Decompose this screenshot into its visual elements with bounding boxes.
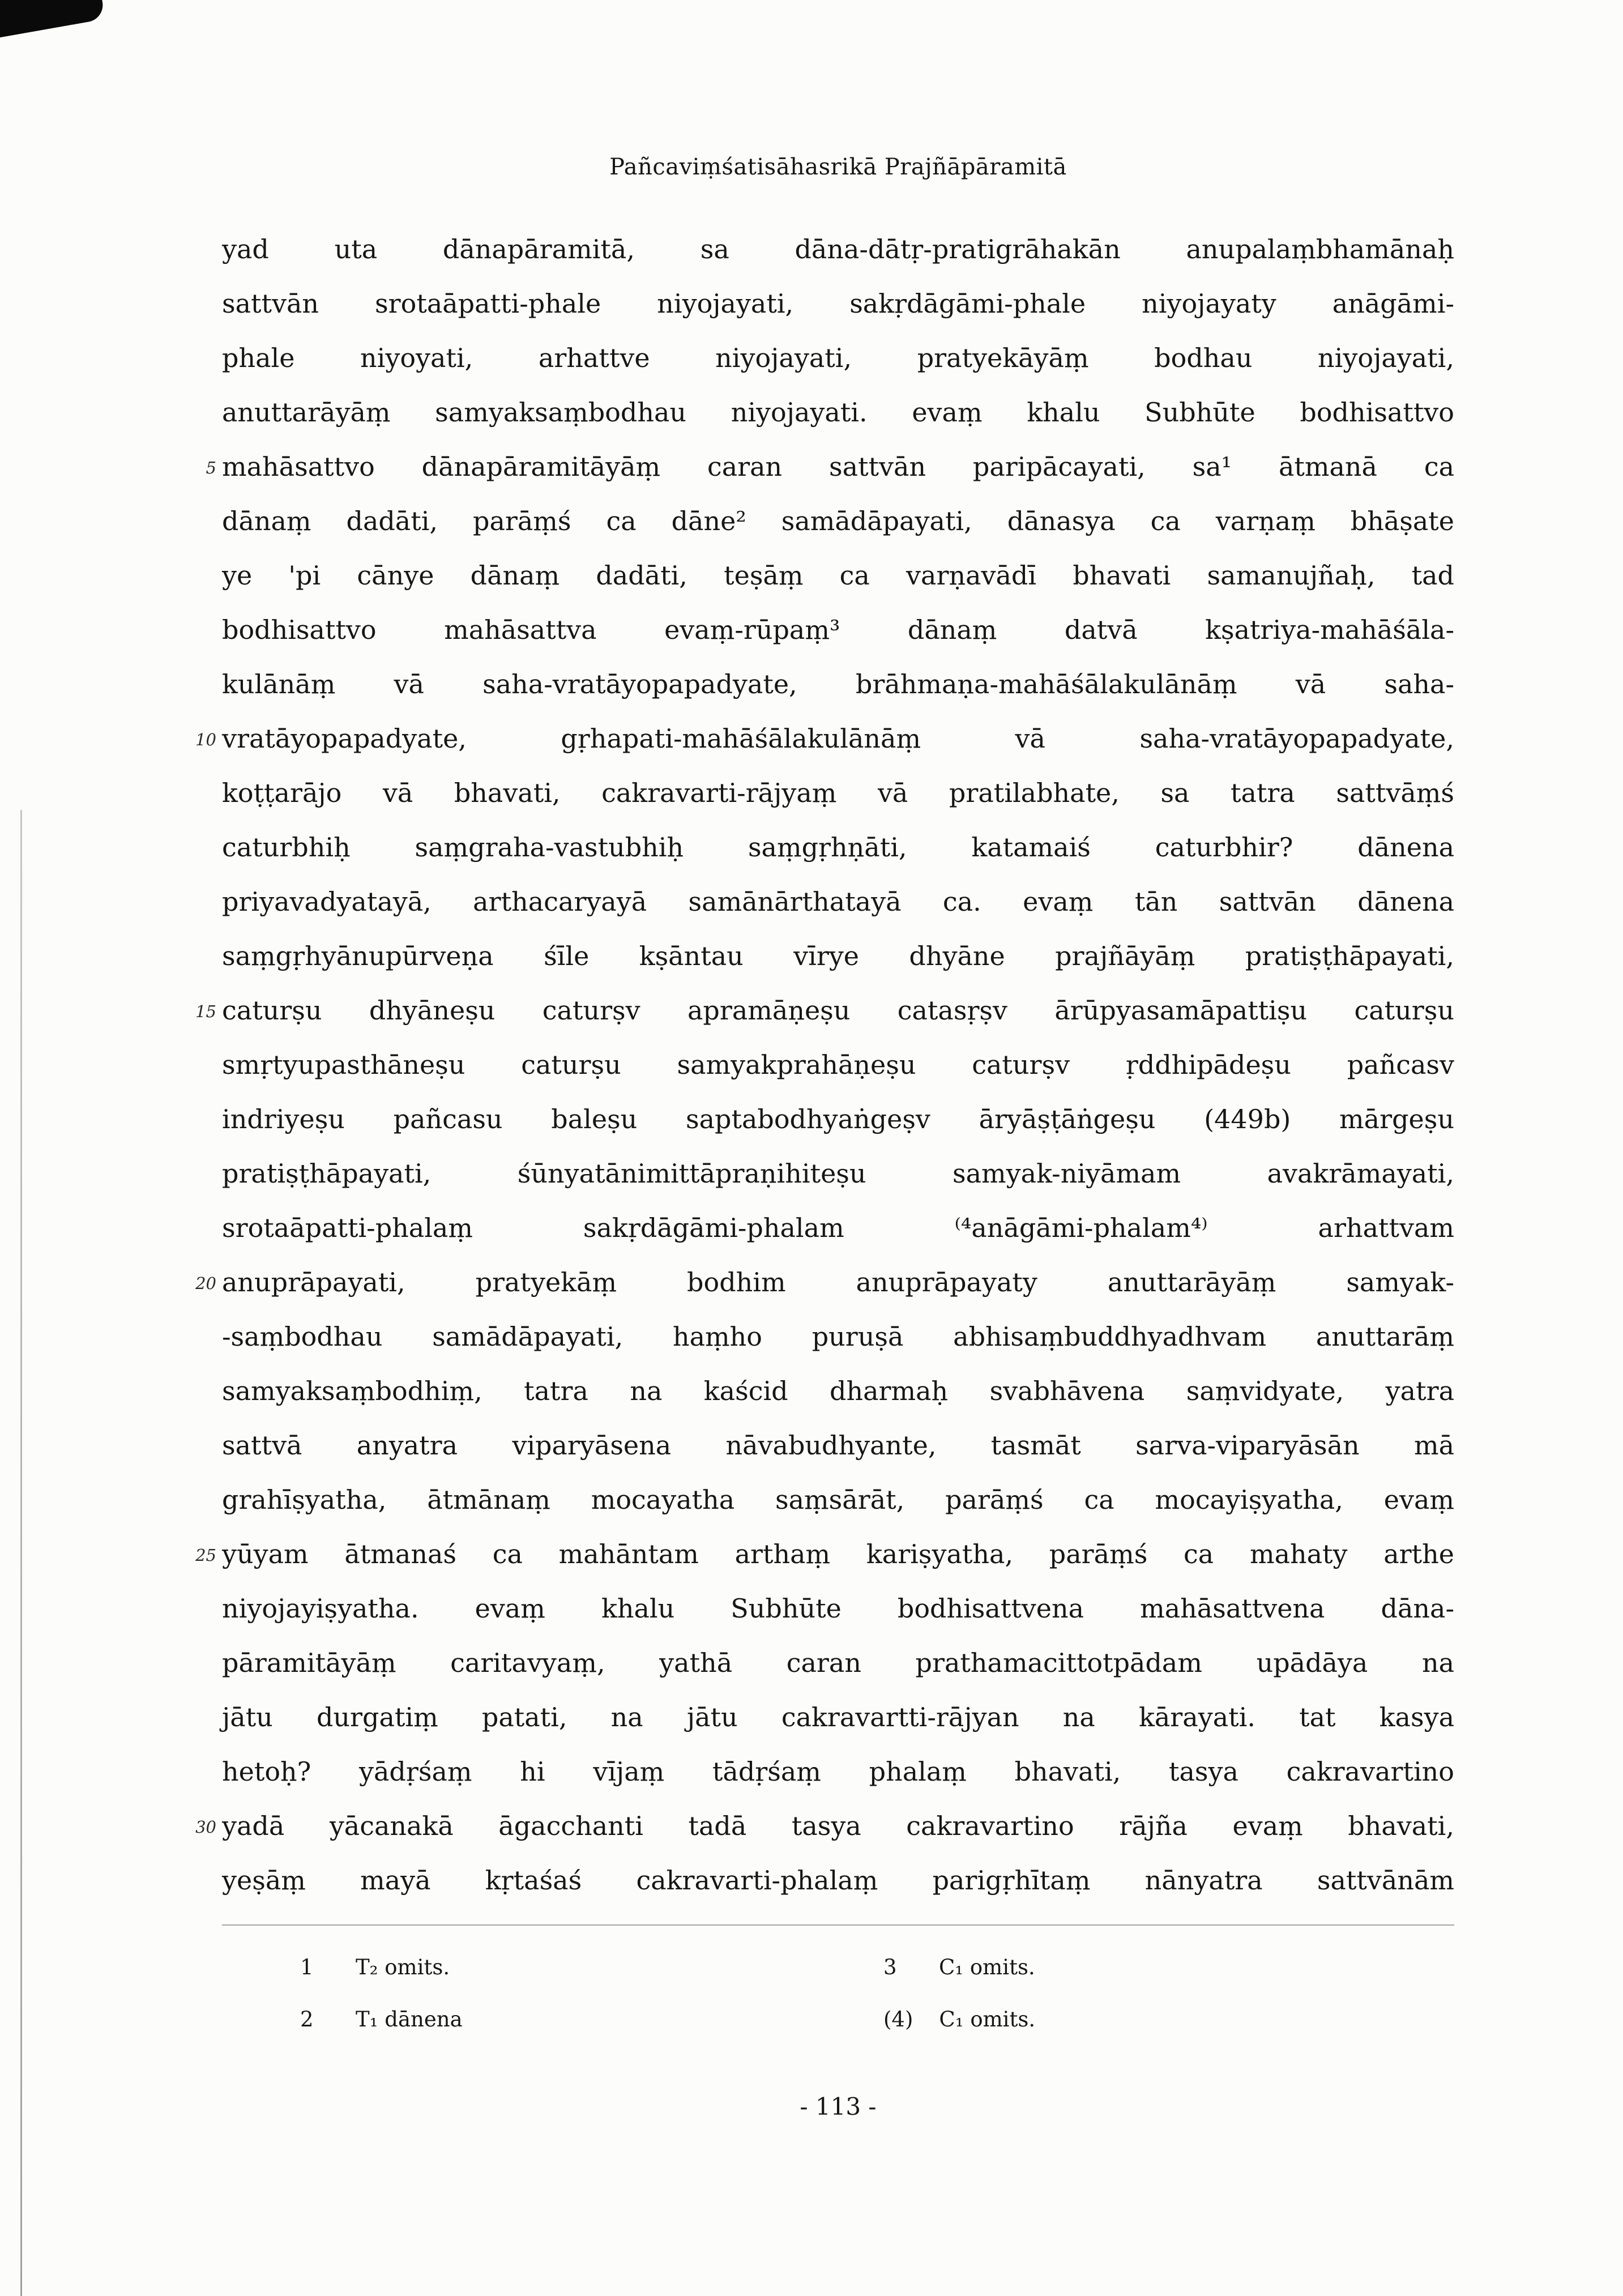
line-text: pratiṣṭhāpayati, śūnyatānimittāpraṇihiteṣu samyak-niyāmam avakrāmayati, [222,1158,1454,1189]
body-text [195,222,1454,1907]
line-text: sattvān srotaāpatti-phale niyojayati, sakṛdāgāmi-phale niyojayaty anāgāmi- [222,288,1454,319]
line-number: 20 [195,1274,216,1293]
text-line [195,983,1454,1038]
line-text: saṃgṛhyānupūrveṇa śīle kṣāntau vīrye dhyāne prajñāyāṃ pratiṣṭhāpayati, [222,941,1454,971]
line-text: niyojayiṣyatha. evaṃ khalu Subhūte bodhisattvena mahāsattvena dāna- [222,1593,1454,1624]
scan-artifact-left-edge [20,810,22,2296]
line-text: anuprāpayati, pratyekāṃ bodhim anuprāpayaty anuttarāyāṃ samyak- [222,1267,1454,1298]
line-text: jātu durgatiṃ patati, na jātu cakravartti-rājyan na kārayati. tat kasya [222,1702,1454,1732]
line-text: yad uta dānapāramitā, sa dāna-dātṛ-pratigrāhakān anupalaṃbhamānaḥ [222,234,1454,264]
line-text: caturbhiḥ saṃgraha-vastubhiḥ saṃgṛhṇāti, katamaiś caturbhir? dānena [222,832,1454,863]
text-line [195,1255,1454,1309]
line-number: 5 [206,458,216,477]
line-text: dānaṃ dadāti, parāṃś ca dāne² samādāpayati, dānasya ca varṇaṃ bhāṣate [222,506,1454,536]
line-text: srotaāpatti-phalaṃ sakṛdāgāmi-phalam ⁽⁴anāgāmi-phalam⁴⁾ arhattvam [222,1213,1454,1243]
line-text: vratāyopapadyate, gṛhapati-mahāśālakulānāṃ vā saha-vratāyopapadyate, [222,723,1454,754]
footnote-text: T₁ dānena [356,2007,463,2032]
text-line [222,603,1454,657]
text-line [222,1146,1454,1201]
line-text: ye 'pi cānye dānaṃ dadāti, teṣāṃ ca varṇavādī bhavati samanujñaḥ, tad [222,560,1454,591]
text-line [222,1309,1454,1364]
line-text: mahāsattvo dānapāramitāyāṃ caran sattvān paripācayati, sa¹ ātmanā ca [222,451,1454,482]
text-line [222,494,1454,548]
text-line [222,766,1454,820]
text-line [222,1853,1454,1907]
footnote [300,1941,883,1994]
line-text: indriyeṣu pañcasu baleṣu saptabodhyaṅgeṣv āryāṣṭāṅgeṣu (449b) mārgeṣu [222,1104,1454,1134]
footnote [300,1994,883,2046]
footnotes [300,1941,1453,2046]
text-line [195,711,1454,766]
line-text: grahīṣyatha, ātmānaṃ mocayatha saṃsārāt, parāṃś ca mocayiṣyatha, evaṃ [222,1484,1454,1515]
footnotes-left-column [300,1941,883,2046]
line-text: smṛtyupasthāneṣu caturṣu samyakprahāṇeṣu caturṣv ṛddhipādeṣu pañcasv [222,1049,1454,1080]
text-line [222,1201,1454,1255]
text-line [222,1473,1454,1527]
footnote-text: C₁ omits. [939,1955,1035,1979]
line-text: samyaksaṃbodhiṃ, tatra na kaścid dharmaḥ svabhāvena saṃvidyate, yatra [222,1376,1454,1406]
text-line [222,331,1454,385]
line-text: phale niyoyati, arhattve niyojayati, pratyekāyāṃ bodhau niyojayati, [222,343,1454,373]
line-number: 25 [195,1546,216,1565]
text-line [222,548,1454,603]
line-text: caturṣu dhyāneṣu caturṣv apramāṇeṣu catasṛṣv ārūpyasamāpattiṣu caturṣu [222,995,1454,1026]
line-text: kulānāṃ vā saha-vratāyopapadyate, brāhmaṇa-mahāśālakulānāṃ vā saha- [222,669,1454,699]
footnote-text: C₁ omits. [939,2007,1036,2032]
line-number: 15 [195,1002,216,1021]
text-line [222,385,1454,439]
footnote-number: 1 [300,1955,314,1979]
line-text: -saṃbodhau samādāpayati, haṃho puruṣā abhisaṃbuddhyadhvam anuttarāṃ [222,1321,1454,1352]
scan-artifact-corner [0,0,105,40]
line-text: koṭṭarājo vā bhavati, cakravarti-rājyaṃ vā pratilabhate, sa tatra sattvāṃś [222,778,1454,808]
running-header: Pañcaviṃśatisāhasrikā Prajñāpāramitā [609,154,1067,180]
footnote [883,1994,1453,2046]
text-line [222,1092,1454,1146]
line-number: 10 [195,730,216,749]
text-line [195,1799,1454,1853]
line-text: sattvā anyatra viparyāsena nāvabudhyante, tasmāt sarva-viparyāsān mā [222,1430,1454,1461]
text-line [222,1364,1454,1418]
text-line [222,657,1454,711]
footnote-number: (4) [883,2007,913,2032]
line-text: bodhisattvo mahāsattva evaṃ-rūpaṃ³ dānaṃ datvā kṣatriya-mahāśāla- [222,614,1454,645]
footnotes-right-column [883,1941,1453,2046]
line-text: yadā yācanakā āgacchanti tadā tasya cakravartino rājña evaṃ bhavati, [222,1811,1454,1841]
line-number: 30 [195,1817,216,1837]
text-line [206,439,1454,494]
text-line [222,276,1454,331]
page-number: - 113 - [800,2093,877,2120]
footnote-separator [222,1924,1454,1926]
line-text: pāramitāyāṃ caritavyaṃ, yathā caran prathamacittotpādam upādāya na [222,1648,1454,1678]
text-line [222,820,1454,874]
text-line [222,1744,1454,1799]
line-text: yūyam ātmanaś ca mahāntam arthaṃ kariṣyatha, parāṃś ca mahaty arthe [222,1539,1454,1569]
line-text: priyavadyatayā, arthacaryayā samānārthatayā ca. evaṃ tān sattvān dānena [222,886,1454,917]
text-line [222,1636,1454,1690]
line-text: yeṣāṃ mayā kṛtaśaś cakravarti-phalaṃ parigṛhītaṃ nānyatra sattvānām [222,1865,1454,1896]
text-line [222,222,1454,276]
footnote-text: T₂ omits. [356,1955,450,1979]
text-line [222,929,1454,983]
footnote [883,1941,1453,1994]
footnote-number: 2 [300,2007,314,2032]
text-line [222,1418,1454,1473]
footnote-number: 3 [883,1955,897,1979]
text-line [222,874,1454,929]
text-line [195,1527,1454,1581]
line-text: hetoḥ? yādṛśaṃ hi vījaṃ tādṛśaṃ phalaṃ bhavati, tasya cakravartino [222,1756,1454,1787]
line-text: anuttarāyāṃ samyaksaṃbodhau niyojayati. evaṃ khalu Subhūte bodhisattvo [222,397,1454,428]
text-line [222,1690,1454,1744]
text-line [222,1038,1454,1092]
text-line [222,1581,1454,1636]
